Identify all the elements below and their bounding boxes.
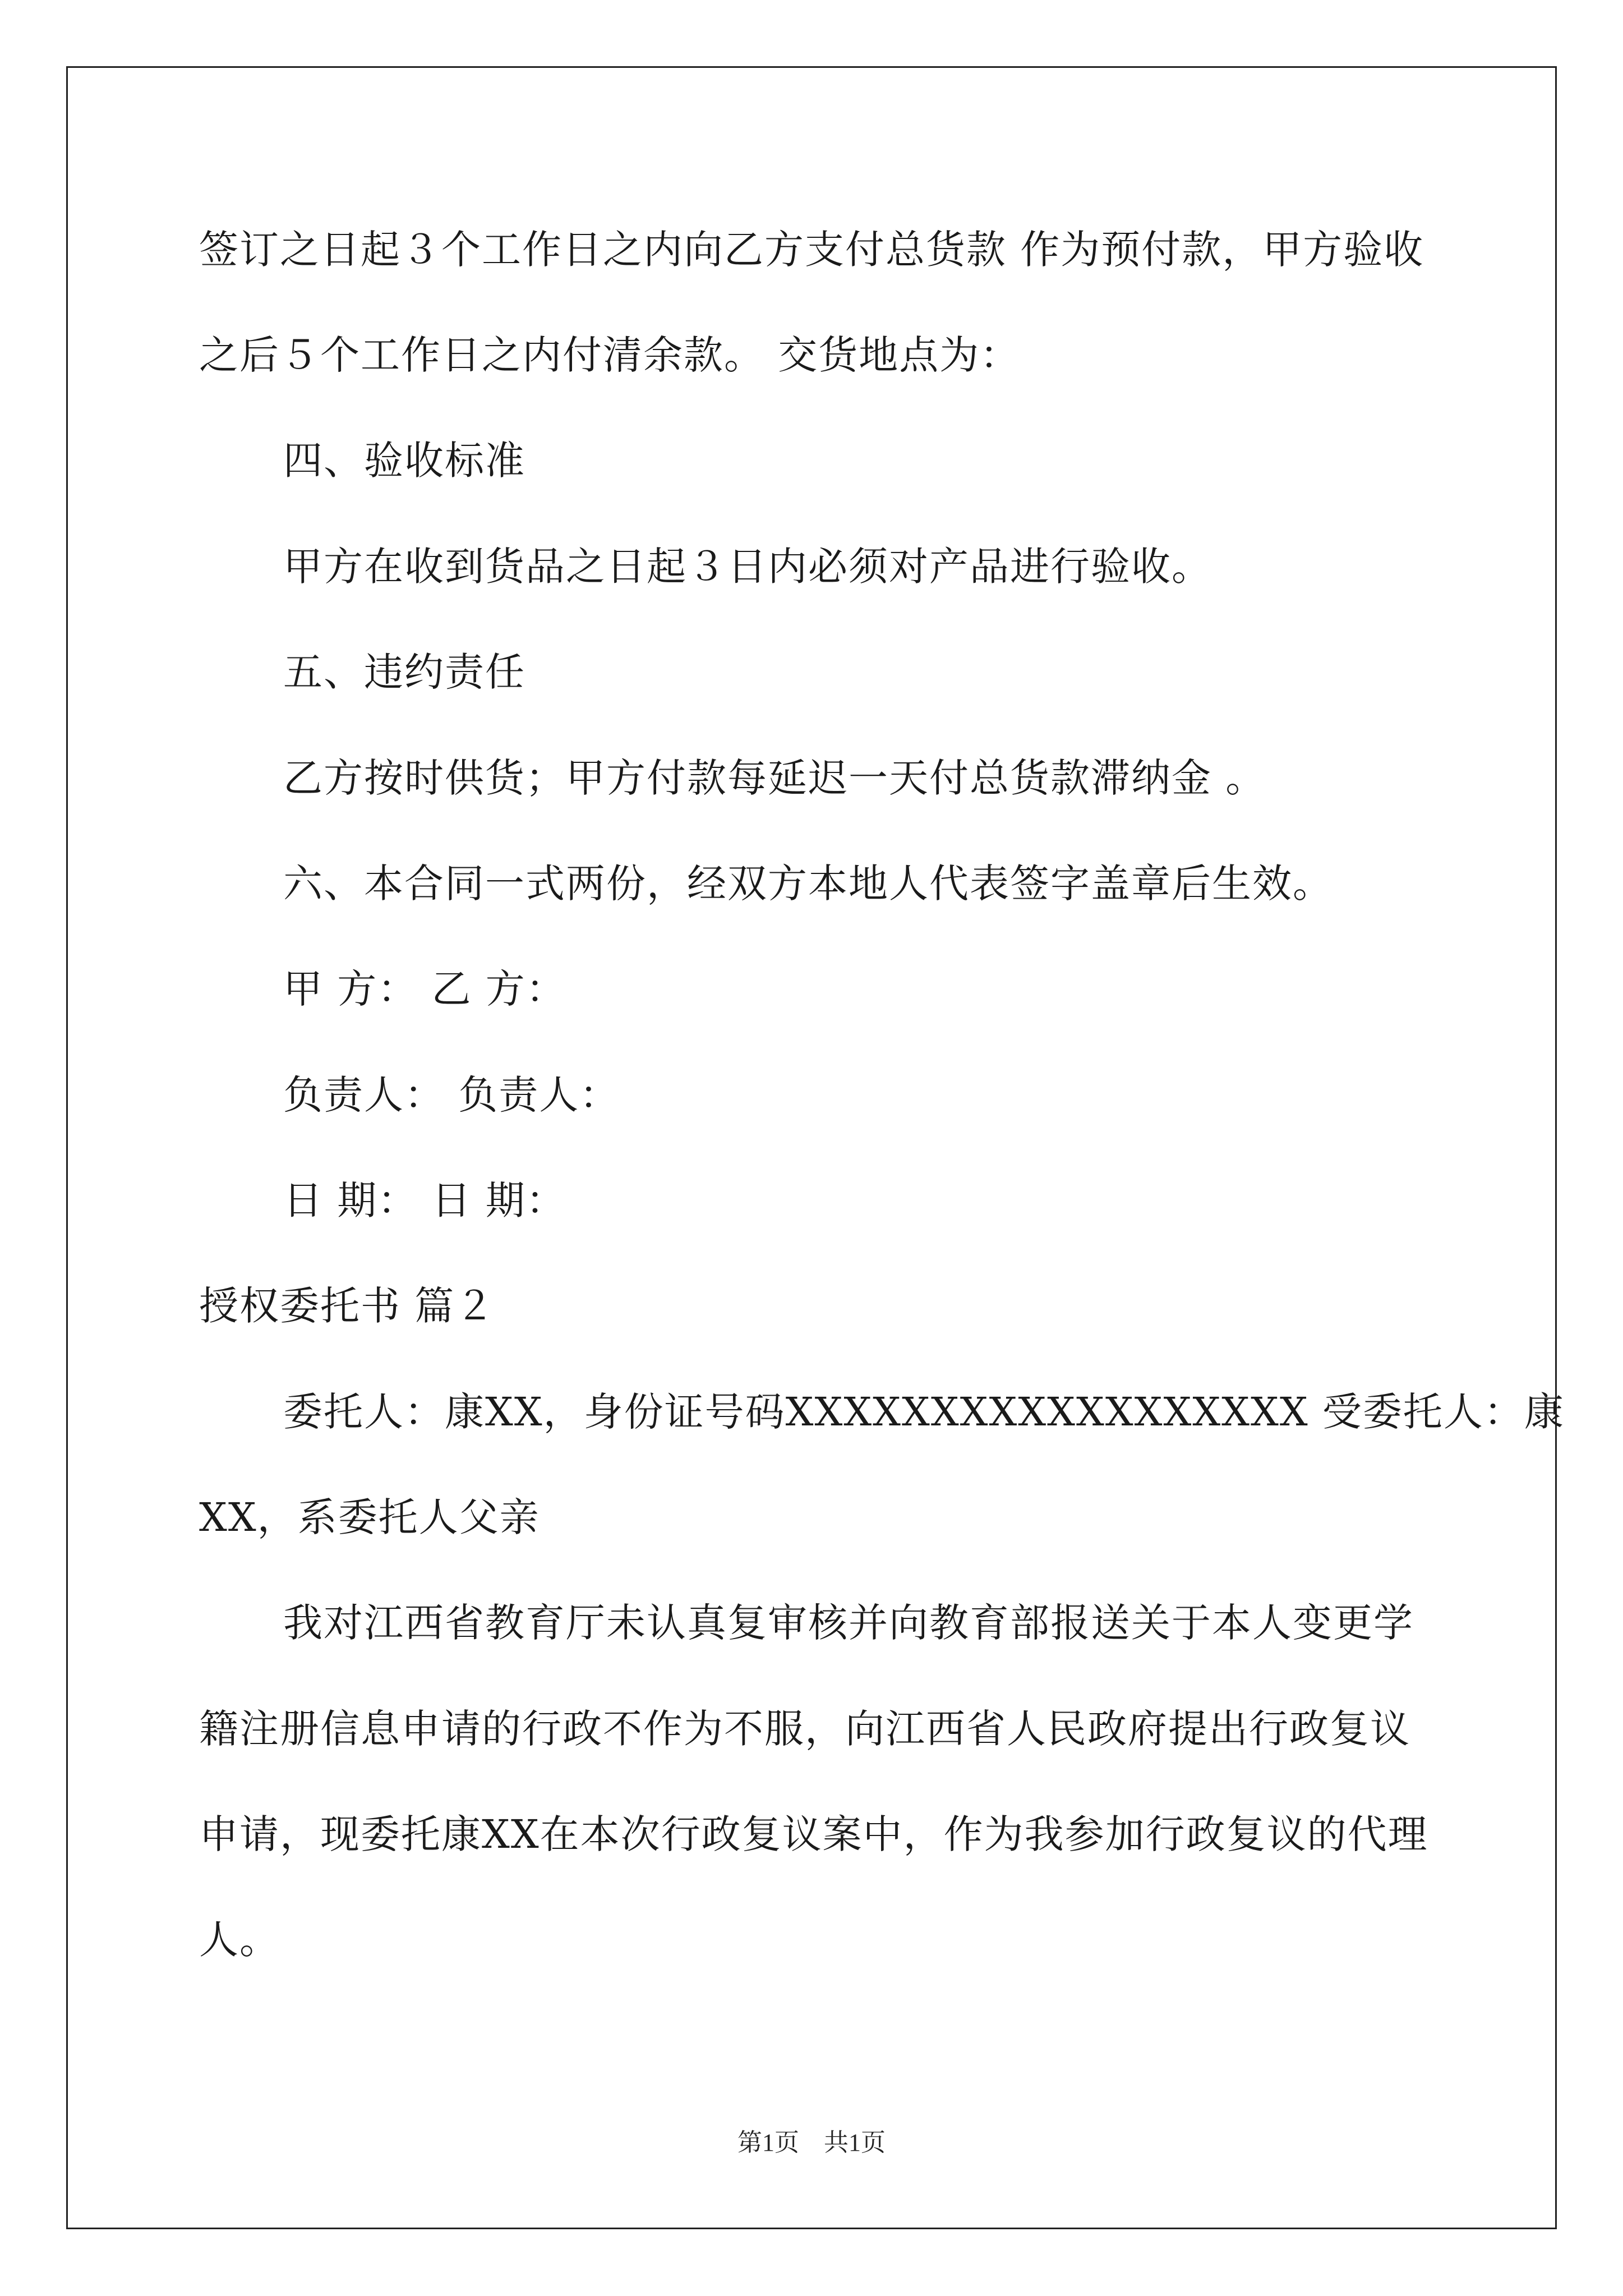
paragraph-line: 乙方按时供货；甲方付款每延迟一天付总货款滞纳金 。 [283,755,1266,801]
paragraph-line: 六、本合同一式两份，经双方本地人代表签字盖章后生效。 [283,861,1333,907]
paragraph-line: 签订之日起３个工作日之内向乙方支付总货款 作为预付款，甲方验收 [199,227,1424,273]
signature-party-line: 甲 方： 乙 方： [283,966,566,1012]
paragraph-line: 委托人：康XX，身份证号码XXXXXXXXXXXXXXXXXX 受委托人：康 [283,1389,1565,1435]
signature-date-line: 日 期： 日 期： [283,1177,566,1223]
paragraph-line: 籍注册信息申请的行政不作为不服，向江西省人民政府提出行政复议 [199,1706,1410,1752]
signature-responsible-line: 负责人： 负责人： [283,1072,620,1118]
paragraph-line: 人。 [199,1917,280,1963]
paragraph-line: 我对江西省教育厅未认真复审核并向教育部报送关于本人变更学 [283,1600,1414,1646]
paragraph-line: 甲方在收到货品之日起３日内必须对产品进行验收。 [283,544,1212,590]
page-footer: 第1页 共1页 [737,2129,886,2156]
paragraph-line: 之后５个工作日之内付清余款。 交货地点为： [199,332,1021,378]
section-heading: 四、验收标准 [283,438,525,484]
paragraph-line: 申请，现委托康XX在本次行政复议案中，作为我参加行政复议的代理 [199,1811,1428,1857]
section-heading: 五、违约责任 [283,649,525,695]
page-border [66,66,1557,2229]
paragraph-line: XX，系委托人父亲 [199,1494,540,1540]
document-section-title: 授权委托书 篇２ [199,1283,496,1329]
